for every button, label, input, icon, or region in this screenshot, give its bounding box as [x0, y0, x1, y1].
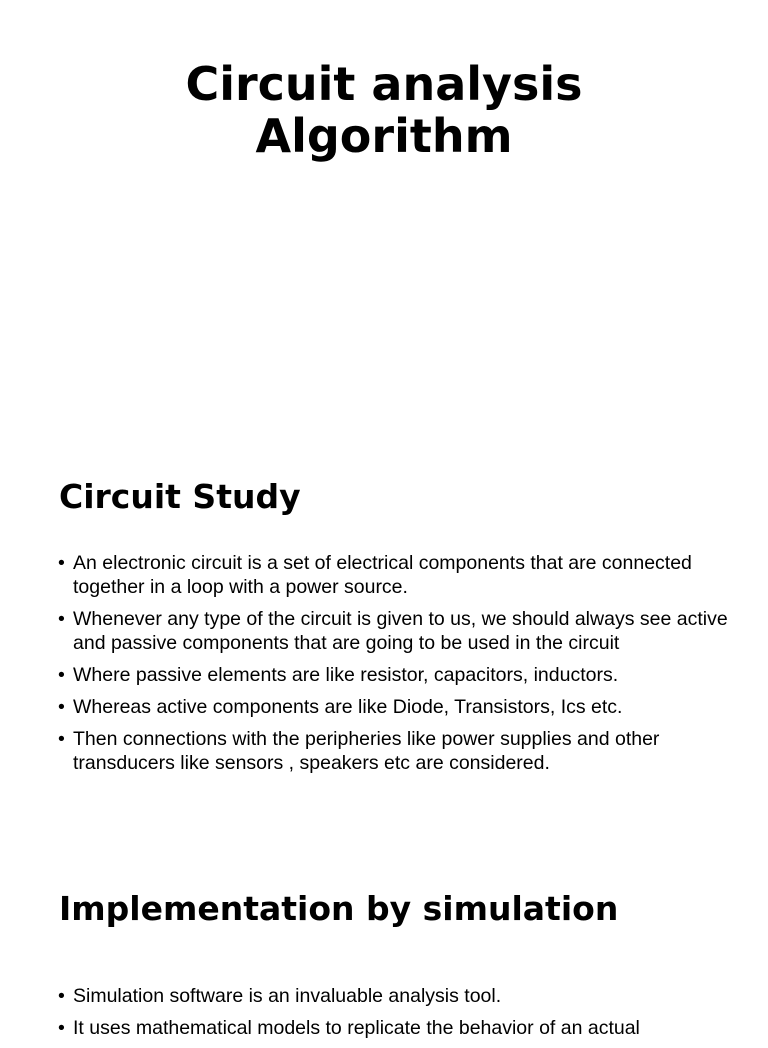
bullet-icon: • [58, 608, 65, 630]
bullet-text: Simulation software is an invaluable analysis tool. [73, 985, 502, 1007]
bullet-icon: • [58, 664, 65, 686]
document-title [0, 58, 768, 162]
list-item [58, 607, 748, 655]
list-item [58, 551, 748, 599]
bullet-icon: • [58, 1017, 65, 1039]
bullet-text: Whereas active components are like Diode, Transistors, Ics etc. [73, 696, 623, 718]
simulation-bullet-list [58, 984, 748, 1048]
bullet-text: It uses mathematical models to replicate the behavior of an actual [73, 1017, 640, 1039]
bullet-text: Where passive elements are like resistor, capacitors, inductors. [73, 664, 619, 686]
list-item [58, 984, 748, 1008]
list-item [58, 1016, 748, 1040]
section-heading-circuit-study: Circuit Study [59, 477, 301, 516]
title-line-2: Algorithm [255, 109, 513, 163]
bullet-text: Whenever any type of the circuit is given to us, we should always see active and passive components that are going to be used in the circuit [73, 608, 728, 654]
bullet-icon: • [58, 552, 65, 574]
title-line-1: Circuit analysis [185, 57, 583, 111]
bullet-icon: • [58, 985, 65, 1007]
bullet-text: Then connections with the peripheries like power supplies and other transducers like sensors , speakers etc are considered. [73, 728, 660, 774]
bullet-icon: • [58, 728, 65, 750]
section-heading-implementation-by-simulation: Implementation by simulation [59, 889, 619, 928]
list-item [58, 695, 748, 719]
bullet-icon: • [58, 696, 65, 718]
list-item [58, 727, 748, 775]
bullet-text: An electronic circuit is a set of electrical components that are connected together in a loop with a power source. [73, 552, 692, 598]
list-item [58, 663, 748, 687]
circuit-study-bullet-list [58, 551, 748, 783]
